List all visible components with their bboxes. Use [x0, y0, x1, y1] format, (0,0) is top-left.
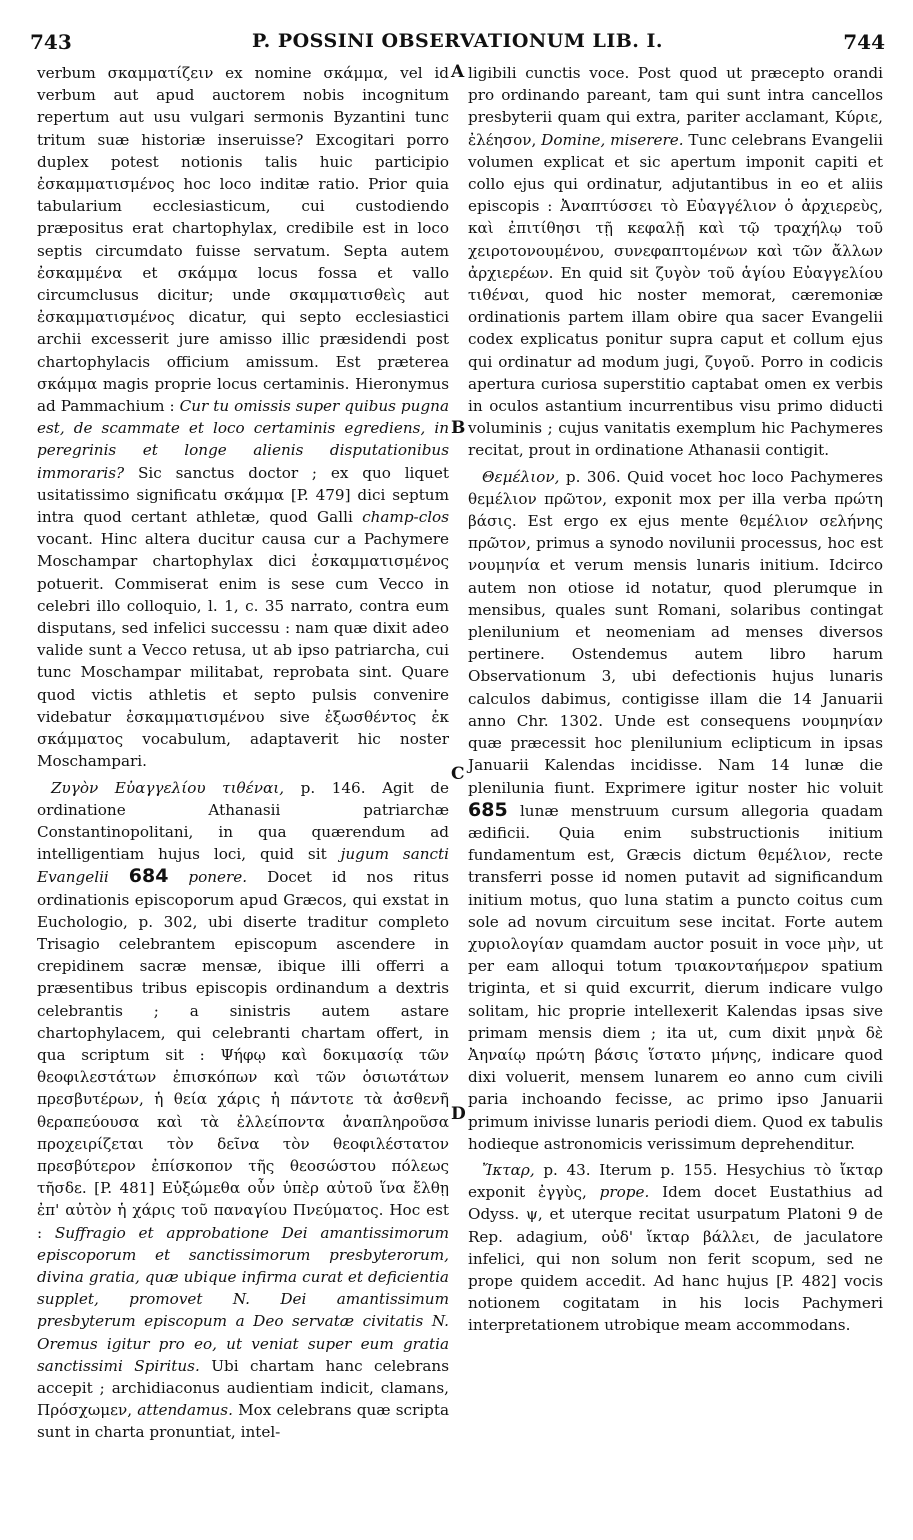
lemma-iktar: Ἴκταρ,: [482, 1160, 535, 1179]
margin-letter-a: A: [451, 62, 465, 82]
margin-letter-b: B: [451, 418, 466, 438]
lemma-zygon: Ζυγὸν Εὐαγγελίου τιθέναι,: [51, 778, 285, 797]
folio-number-684: 684: [128, 865, 169, 888]
paragraph-skamma: verbum σκαμματίζειν ex nomine σκάμμα, vel id verbum aut apud auctorem nobis incognitum repertum aut usu vulgari sermonis Byzantini tunc tritum suæ historiæ inseruisse? Excogitari porro duplex potest notionis talis huic participio ἐσκαμματισμένος hoc loco inditæ ratio. Prior quia tabularium ecclesiasticum, cui custodiendo præpositus erat chartophylax, credibile est in loco septis circumdato fuisse servatum. Septa autem ἐσκαμμένα et σκάμμα locus fossa et vallo circumclusus dicitur; unde σκαμματισθεὶς aut ἐσκαμματισμένος dicatur, qui septo ecclesiastici archii excesserit jure amisso illic præsidendi post chartophylacis officium amissum. Est præterea σκάμμα magis proprie locus certaminis. Hieronymus ad Pammachium : Cur tu omissis super quibus pugna est, de scammate et loco certaminis egrediens, in peregrinis et longe alienis disputationibus immoraris? Sic sanctus doctor ; ex quo liquet usitatissimo significatu σκάμμα [P. 479] dici septum intra quod certant athletæ, quod Galli champ-clos vocant. Hinc altera ducitur causa cur a Pachymere Moschampar chartophylax dici ἐσκαμματισμένος potuerit. Commiserat enim is sese cum Vecco in celebri illo colloquio, l. 1, c. 35 narrato, contra eum disputans, sed infelici successu : nam quæ dixit adeo valide sunt a Vecco retusa, ut ab ipso patriarcha, cui tunc Moschampar militabat, reprobata sint. Quare quod victis athletis et septo pulsis convenire videbatur ἐσκαμματισμένου sive ἐξωσθέντος ἐκ σκάμματος vocabulum, adaptaverit hic noster Moschampari.: [37, 64, 450, 771]
lemma-themelion: Θεμέλιον,: [482, 467, 560, 486]
page-number-left: 743: [30, 30, 72, 54]
paragraph-themelion: Θεμέλιον, p. 306. Quid vocet hoc loco Pachymeres θεμέλιον πρῶτον, exponit mox per illa verba πρώτη βάσις. Est ergo ex ejus mente θεμέλιον σελήνης πρῶτον, primus a synodo novilunii processus, hoc est νουμηνία et verum mensis lunaris initium. Idcirco autem non otiose id notatur, quod plerumque in mensibus, quales sunt Romani, solaribus contingat plenilunium et neomeniam ad menses diversos pertinere. Ostendemus autem libro harum Observationum 3, ubi defectionis hujus lunaris calculos dabimus, contigisse illam die 14 Januarii anno Chr. 1302. Unde est consequens νουμηνίαν quæ præcessit hoc plenilunium eclipticum in ipsas Januarii Kalendas incidisse. Nam 14 lunæ die plenilunia fiunt. Exprimere igitur noster hic voluit 685 lunæ menstruum cursum allegoria quadam ædificii. Quia enim substructionis initium fundamentum est, Græcis dictum θεμέλιον, recte transferri posse id nomen putavit ad significandum initium motus, quo luna statim a puncto coitus cum sole ad novum circuitum sese incitat. Forte autem χυριολογίαν quamdam auctor posuit in voce μὴν, ut per eam alloqui totum τριακονταήμερον spatium triginta, et si quid excurrit, dierum indicare vulgo solitam, hic proprie intellexerit Kalendas ipsas sive primam mensis diem ; ita ut, cum dixit μηνὰ δὲ Ἀηναίῳ πρώτη βάσις ἵστατο μήνης, indicare quod dixi voluerit, mensem lunarem eo anno cum civili paria inchoando fecisse, ac primo ipso Januarii primum inivisse lunaris periodi diem. Quod ex tabulis hodieque astronomicis verissimum deprehenditur.: [468, 467, 884, 1153]
folio-number-685: 685: [468, 798, 508, 821]
page-number-right: 744: [843, 30, 885, 54]
running-header: [30, 30, 885, 58]
margin-letter-c: C: [451, 764, 465, 784]
left-column: [37, 62, 449, 1448]
paragraph-zygon-continued: ligibili cunctis voce. Post quod ut præcepto orandi pro ordinando pareant, tam qui sunt intra cancellos presbyterii quam qui extra, pariter acclamant, Κύριε, ἐλέησον, Domine, miserere. Tunc celebrans Evangelii volumen explicat et sic apertum imponit capiti et collo ejus qui ordinatur, adjutantibus in eo et aliis episcopis : Ἀναπτύσσει τὸ Εὐαγγέλιον ὁ ἀρχιερεὺς, καὶ ἐπιτίθησι τῇ κεφαλῇ καὶ τῷ τραχήλῳ τοῦ χειροτονουμένου, συνεφαπτομένων καὶ τῶν ἄλλων ἀρχιερέων. En quid sit ζυγὸν τοῦ ἁγίου Εὐαγγελίου τιθέναι, quod hic noster memorat, cæremoniæ ordinationis partem illam obire qua sacer Evangelii codex explicatus ponitur supra caput et collum ejus qui ordinatur ad modum jugi, ζυγοῦ. Porro in codicis apertura curiosa superstitio captabat omen ex verbis in oculos astantium incurrentibus visu primo diducti voluminis ; cujus vanitatis exemplum hic Pachymeres recitat, prout in ordinatione Athanasii contigit.: [468, 64, 884, 460]
running-title: P. POSSINI OBSERVATIONUM LIB. I.: [251, 30, 664, 52]
margin-letter-d: D: [451, 1104, 466, 1124]
quotation-hieronymus: Cur tu omissis super quibus pugna est, de scammate et loco certaminis egrediens, in peregrinis et longe alienis disputationibus immoraris?: [37, 397, 449, 482]
paragraph-iktar: Ἴκταρ, p. 43. Iterum p. 155. Hesychius τὸ ἴκταρ exponit ἐγγὺς, prope. Idem docet Eustathius ad Odyss. ψ, et uterque recitat usurpatum Platoni 9 de Rep. adagium, οὐδ' ἴκταρ βάλλει, de jaculatore infelici, qui non solum non ferit scopum, sed ne prope quidem accedit. Ad hanc hujus [P. 482] vocis notionem cogitatam in his locis Pachymeri interpretationem utrobique meam accommodans.: [468, 1160, 884, 1335]
quotation-translation: Suffragio et approbatione Dei amantissimorum episcoporum et sanctissimorum presbyterorum, divina gratia, quæ ubique infirma curat et deficientia supplet, promovet N. Dei amantissimum presbyterum episcopum a Deo servatæ civitatis N. Oremus igitur pro eo, ut veniat super eum gratia sanctissimi Spiritus.: [37, 1223, 450, 1375]
paragraph-zygon: Ζυγὸν Εὐαγγελίου τιθέναι, p. 146. Agit de ordinatione Athanasii patriarchæ Constantinopolitani, in qua quærendum ad intelligentiam hujus loci, quid sit jugum sancti Evangelii 684 ponere. Docet id nos ritus ordinationis episcoporum apud Græcos, qui exstat in Euchologio, p. 302, ubi diserte traditur completo Trisagio celebrantem episcopum ascendere in crepidinem sacræ mensæ, ibique illi offerri a præsentibus tribus episcopis ordinandum a dextris celebrantis ; a sinistris autem astare chartophylacem, qui celebranti chartam offert, in qua scriptum sit : Ψήφῳ καὶ δοκιμασίᾳ τῶν θεοφιλεστάτων ἐπισκόπων καὶ τῶν ὁσιωτάτων πρεσβυτέρων, ἡ θεία χάρις ἡ πάντοτε τὰ ἀσθενῆ θεραπεύουσα καὶ τὰ ἐλλείποντα ἀναπληροῦσα προχειρίζεται τὸν δεῖνα τὸν θεοφιλέστατον πρεσβύτερον ἐπίσκοπον τῆς θεοσώστου πόλεως τῆσδε. [P. 481] Εὐξώμεθα οὖν ὑπὲρ αὐτοῦ ἵνα ἔλθῃ ἐπ' αὐτὸν ἡ χάρις τοῦ παναγίου Πνεύματος. Hoc est : Suffragio et approbatione Dei amantissimorum episcoporum et sanctissimorum presbyterorum, divina gratia, quæ ubique infirma curat et deficientia supplet, promovet N. Dei amantissimum presbyterum episcopum a Deo servatæ civitatis N. Oremus igitur pro eo, ut veniat super eum gratia sanctissimi Spiritus. Ubi chartam hanc celebrans accepit ; archidiaconus audientiam indicit, clamans, Πρόσχωμεν, attendamus. Mox celebrans quæ scripta sunt in charta pronuntiat, intel-: [37, 778, 450, 1442]
right-column: [468, 62, 883, 1341]
